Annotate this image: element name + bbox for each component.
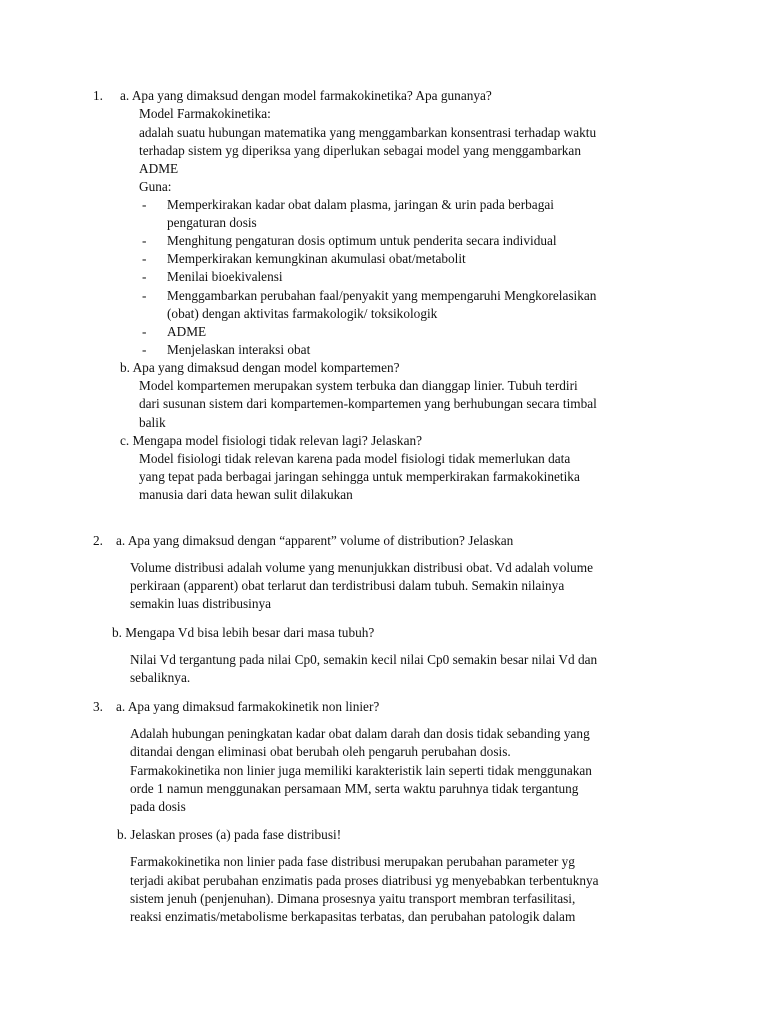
guna-label: Guna: bbox=[139, 179, 172, 194]
question-3a: a. Apa yang dimaksud farmakokinetik non linier? bbox=[116, 699, 380, 714]
answer-line: ditandai dengan eliminasi obat berubah oleh pengaruh perubahan dosis. bbox=[130, 744, 511, 759]
question-2b: b. Mengapa Vd bisa lebih besar dari masa tubuh? bbox=[112, 625, 375, 640]
answer-line: dari susunan sistem dari kompartemen-kompartemen yang berhubungan secara timbal bbox=[139, 396, 597, 411]
answer-line: Nilai Vd tergantung pada nilai Cp0, semakin kecil nilai Cp0 semakin besar nilai Vd dan bbox=[130, 652, 598, 667]
answer-line: pada dosis bbox=[130, 799, 186, 814]
bullet-text: ADME bbox=[167, 324, 207, 339]
question-3b: b. Jelaskan proses (a) pada fase distribusi! bbox=[117, 827, 342, 842]
bullet-dash: - bbox=[142, 233, 147, 248]
answer-line: Model kompartemen merupakan system terbuka dan dianggap linier. Tubuh terdiri bbox=[139, 378, 578, 393]
answer-line: Volume distribusi adalah volume yang menunjukkan distribusi obat. Vd adalah volume bbox=[130, 560, 593, 575]
answer-line: terhadap sistem yg diperiksa yang diperlukan sebagai model yang menggambarkan bbox=[139, 143, 581, 158]
answer-line: Model fisiologi tidak relevan karena pada model fisiologi tidak memerlukan data bbox=[139, 451, 571, 466]
bullet-text: Memperkirakan kemungkinan akumulasi obat/metabolit bbox=[167, 251, 466, 266]
answer-line: balik bbox=[139, 415, 166, 430]
answer-line: Farmakokinetika non linier juga memiliki karakteristik lain seperti tidak menggunakan bbox=[130, 763, 592, 778]
question-number: 1. bbox=[93, 88, 103, 103]
bullet-text: Memperkirakan kadar obat dalam plasma, jaringan & urin pada berbagai bbox=[167, 197, 554, 212]
answer-line: sistem jenuh (penjenuhan). Dimana prosesnya yaitu transport membran terfasilitasi, bbox=[130, 891, 576, 906]
bullet-text: Menghitung pengaturan dosis optimum untuk penderita secara individual bbox=[167, 233, 557, 248]
bullet-text: Menilai bioekivalensi bbox=[167, 269, 283, 284]
answer-line: manusia dari data hewan sulit dilakukan bbox=[139, 487, 353, 502]
bullet-dash: - bbox=[142, 342, 147, 357]
bullet-dash: - bbox=[142, 251, 147, 266]
answer-line: semakin luas distribusinya bbox=[130, 596, 272, 611]
answer-line: ADME bbox=[139, 161, 179, 176]
answer-heading: Model Farmakokinetika: bbox=[139, 106, 271, 121]
question-1c: c. Mengapa model fisiologi tidak relevan lagi? Jelaskan? bbox=[120, 433, 423, 448]
answer-line: Adalah hubungan peningkatan kadar obat dalam darah dan dosis tidak sebanding yang bbox=[130, 726, 590, 741]
answer-line: yang tepat pada berbagai jaringan sehingga untuk memperkirakan farmakokinetika bbox=[139, 469, 580, 484]
bullet-dash: - bbox=[142, 288, 147, 303]
answer-line: orde 1 namun menggunakan persamaan MM, serta waktu paruhnya tidak tergantung bbox=[130, 781, 579, 796]
question-number: 3. bbox=[93, 699, 103, 714]
bullet-text: Menggambarkan perubahan faal/penyakit yang mempengaruhi Mengkorelasikan bbox=[167, 288, 597, 303]
question-number: 2. bbox=[93, 533, 103, 548]
bullet-text: pengaturan dosis bbox=[167, 215, 257, 230]
question-1b: b. Apa yang dimaksud dengan model kompartemen? bbox=[120, 360, 400, 375]
bullet-text: Menjelaskan interaksi obat bbox=[167, 342, 311, 357]
answer-line: terjadi akibat perubahan enzimatis pada proses diatribusi yg menyebabkan terbentuknya bbox=[130, 873, 599, 888]
answer-line: adalah suatu hubungan matematika yang menggambarkan konsentrasi terhadap waktu bbox=[139, 125, 597, 140]
answer-line: sebaliknya. bbox=[130, 670, 191, 685]
answer-line: reaksi enzimatis/metabolisme berkapasitas terbatas, dan perubahan patologik dalam bbox=[130, 909, 576, 924]
answer-line: perkiraan (apparent) obat terlarut dan terdistribusi dalam tubuh. Semakin nilainya bbox=[130, 578, 565, 593]
bullet-dash: - bbox=[142, 324, 147, 339]
answer-line: Farmakokinetika non linier pada fase distribusi merupakan perubahan parameter yg bbox=[130, 854, 575, 869]
question-1a: a. Apa yang dimaksud dengan model farmakokinetika? Apa gunanya? bbox=[120, 88, 492, 103]
bullet-dash: - bbox=[142, 269, 147, 284]
question-2a: a. Apa yang dimaksud dengan “apparent” volume of distribution? Jelaskan bbox=[116, 533, 514, 548]
bullet-dash: - bbox=[142, 197, 147, 212]
bullet-text: (obat) dengan aktivitas farmakologik/ toksikologik bbox=[167, 306, 438, 321]
